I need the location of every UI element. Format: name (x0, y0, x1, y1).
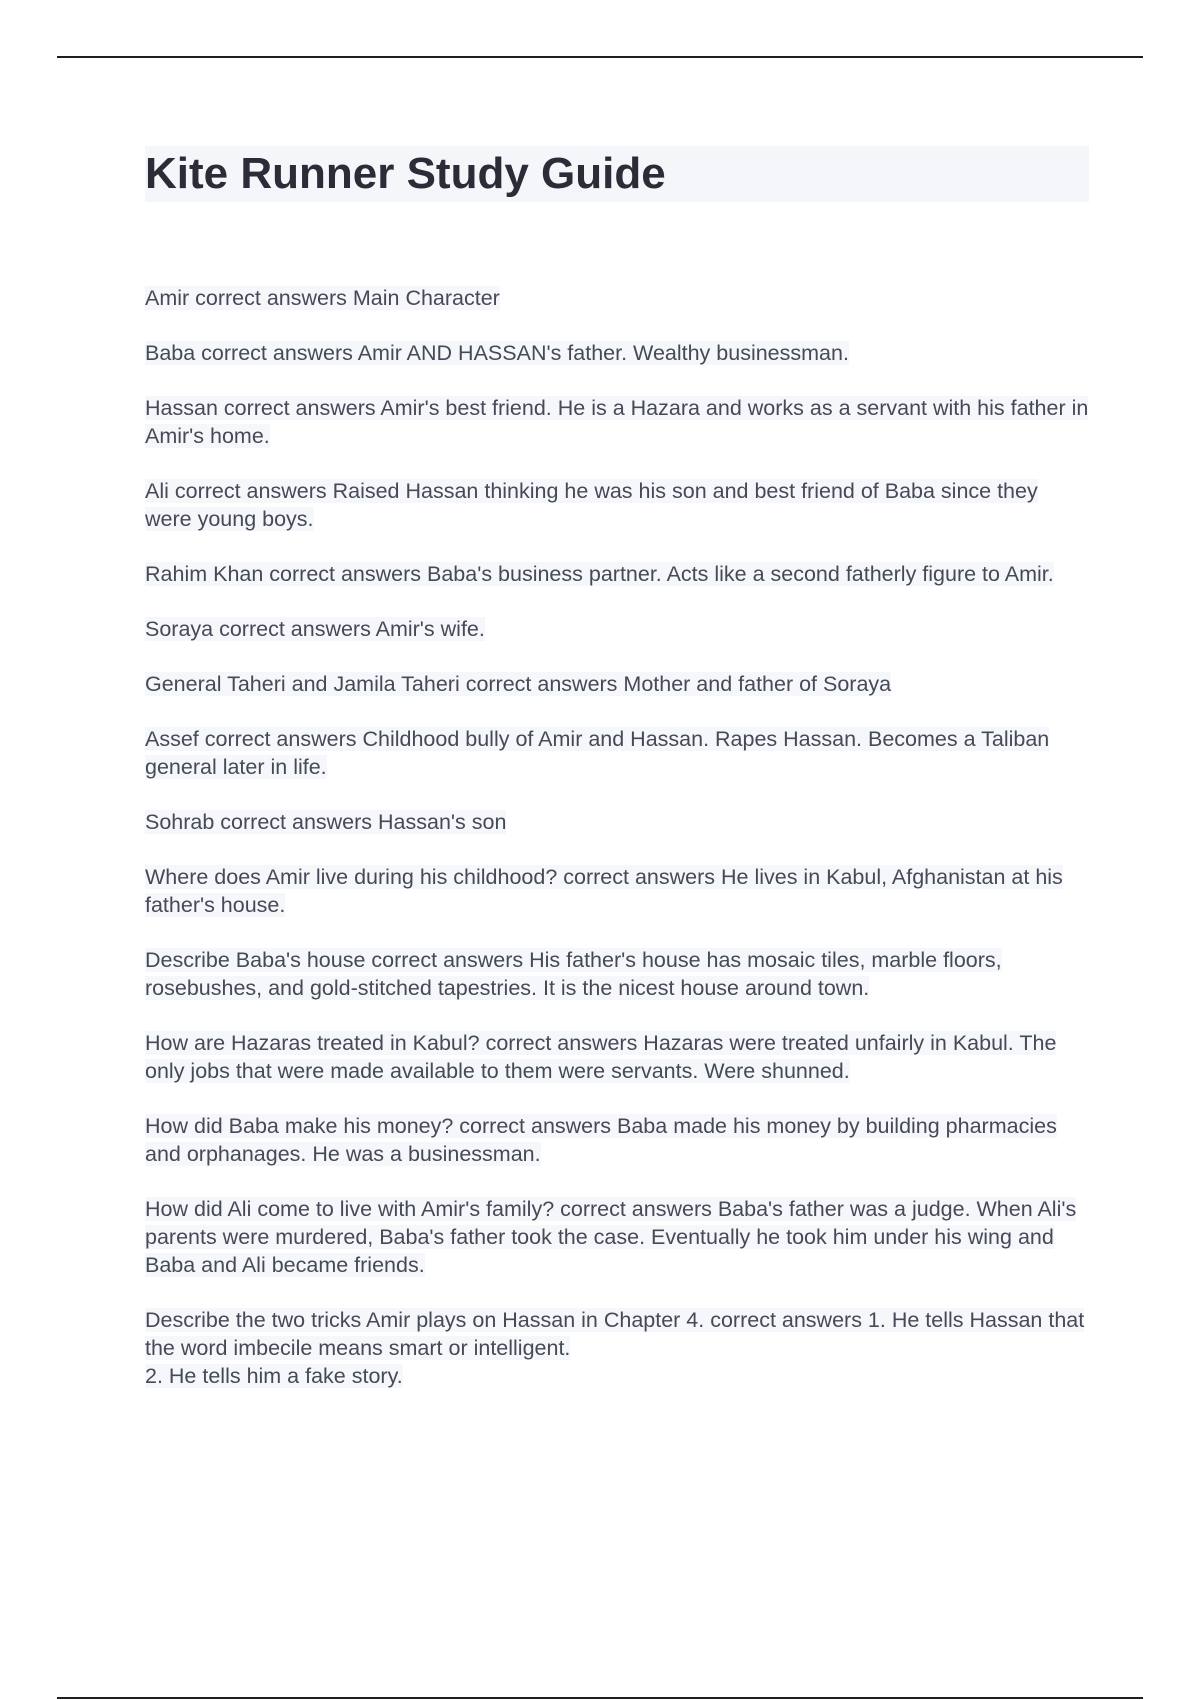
qa-list (145, 284, 1090, 1390)
qa-item-two-tricks: Describe the two tricks Amir plays on Hassan in Chapter 4. correct answers 1. He tells Hassan that the word imbecile means smart or intelligent. 2. He tells him a fake story. (145, 1308, 1085, 1388)
page-title: Kite Runner Study Guide (145, 149, 666, 198)
qa-item-ali: Ali correct answers Raised Hassan thinking he was his son and best friend of Baba since they were young boys. (145, 479, 1038, 531)
qa-item-rahim-khan: Rahim Khan correct answers Baba's business partner. Acts like a second fatherly figure to Amir. (145, 562, 1054, 586)
qa-item-ali-family: How did Ali come to live with Amir's family? correct answers Baba's father was a judge. When Ali's parents were murdered, Baba's father took the case. Eventually he took him under his wing and Baba and Ali became friends. (145, 1197, 1077, 1277)
qa-item-baba: Baba correct answers Amir AND HASSAN's father. Wealthy businessman. (145, 341, 849, 365)
document-body (145, 146, 1090, 1417)
top-rule (57, 56, 1143, 58)
title-band (145, 146, 1089, 202)
qa-item-amir-childhood-home: Where does Amir live during his childhood? correct answers He lives in Kabul, Afghanistan at his father's house. (145, 865, 1063, 917)
qa-item-assef: Assef correct answers Childhood bully of Amir and Hassan. Rapes Hassan. Becomes a Taliban general later in life. (145, 727, 1050, 779)
qa-item-baba-money: How did Baba make his money? correct answers Baba made his money by building pharmacies and orphanages. He was a businessman. (145, 1114, 1057, 1166)
qa-item-hassan: Hassan correct answers Amir's best friend. He is a Hazara and works as a servant with his father in Amir's home. (145, 396, 1089, 448)
qa-item-baba-house: Describe Baba's house correct answers His father's house has mosaic tiles, marble floors, rosebushes, and gold-stitched tapestries. It is the nicest house around town. (145, 948, 1002, 1000)
qa-item-hazaras-treatment: How are Hazaras treated in Kabul? correct answers Hazaras were treated unfairly in Kabul. The only jobs that were made available to them were servants. Were shunned. (145, 1031, 1057, 1083)
qa-item-soraya: Soraya correct answers Amir's wife. (145, 617, 485, 641)
bottom-rule (57, 1697, 1143, 1699)
qa-item-sohrab: Sohrab correct answers Hassan's son (145, 810, 507, 834)
qa-item-amir: Amir correct answers Main Character (145, 286, 500, 310)
qa-item-taheri: General Taheri and Jamila Taheri correct answers Mother and father of Soraya (145, 672, 892, 696)
